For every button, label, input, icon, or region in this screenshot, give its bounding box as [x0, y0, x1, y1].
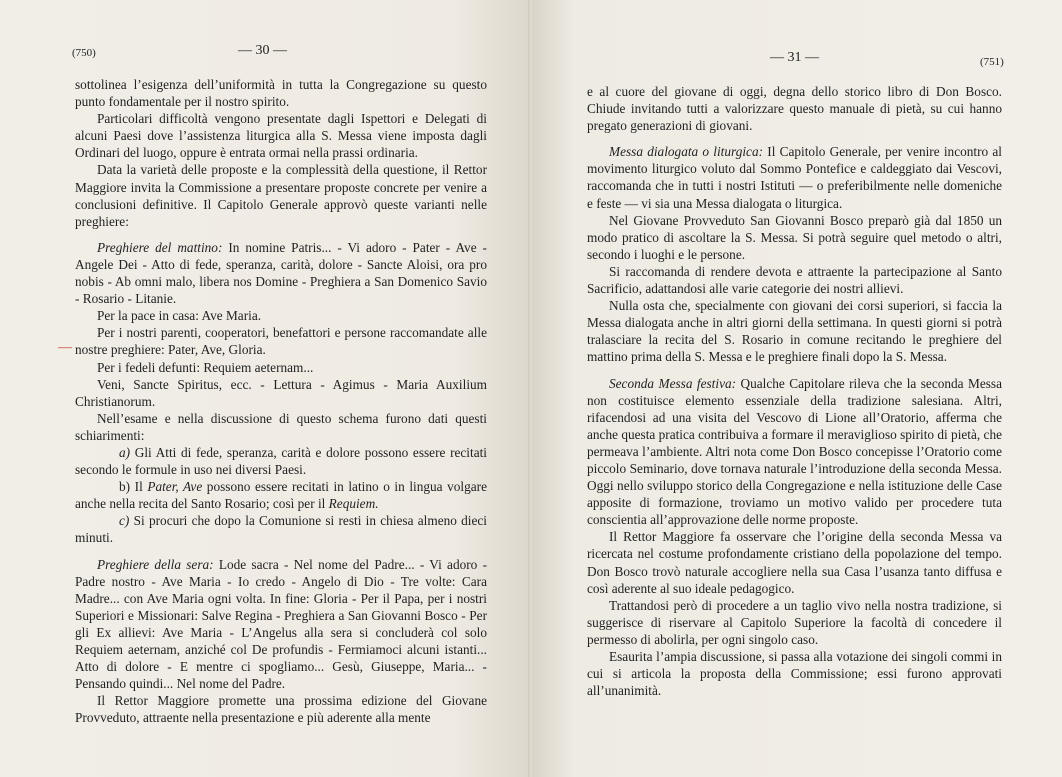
list-item: b) Il Pater, Ave possono essere recitati in latino o in lingua volgare anche nella recita del Santo Rosario; così per il Requiem. — [75, 479, 487, 512]
paragraph: Il Rettor Maggiore fa osservare che l’origine della seconda Messa va ricercata nel costume profondamente cristiano della popolazione del tempo. Don Bosco trovò naturale accogliere nella sua Casa l’usanza tanto diffusa e così aderente al suo ideale pedagogico. — [587, 529, 1002, 596]
paragraph: Nulla osta che, specialmente con giovani dei corsi superiori, si faccia la Messa dialogata anche in altri giorni della settimana. In questi giorni si potrà tralasciare la recita del S. Rosario in comune recitando le preghiere del mattino prima della S. Messa e le preghiere finali dopo la S. Messa. — [587, 298, 1002, 365]
right-page-number: — 31 — — [770, 50, 819, 65]
left-text-column — [75, 76, 487, 726]
list-item: c) Si procuri che dopo la Comunione si resti in chiesa almeno dieci minuti. — [75, 513, 488, 546]
paragraph: Esaurita l’ampia discussione, si passa alla votazione dei singoli commi in cui si articola la proposta della Commissione; essi furono approvati all’unanimità. — [587, 649, 1002, 699]
paragraph: Seconda Messa festiva: Qualche Capitolare rileva che la seconda Messa non costituisce elemento essenziale della tradizione salesiana. Altri, rifacendosi ad una visita del Vescovo di Lione all’Oratorio, afferma che anche questa pratica contribuiva a formare il meraviglioso spirito di pietà, che permeava l’ambiente. Altri nota come Don Bosco concepisse l’Oratorio come piccolo Seminario, dove tornava naturale l’introduzione della seconda Messa. Oggi nello sviluppo storico della Congregazione e nella istituzione delle Case apposite di formazione, troviamo un motivo valido per procedere tuta conscientia all’approvazione delle norme proposte. — [587, 375, 1003, 528]
paragraph: Data la varietà delle proposte e la complessità della questione, il Rettor Maggiore invita la Commissione a presentare proposte concrete per venire a conclusioni definitive. Il Capitolo Generale approvò queste varianti nelle preghiere: — [75, 162, 487, 229]
paragraph: Veni, Sancte Spiritus, ecc. - Lettura - Agimus - Maria Auxilium Christianorum. — [75, 376, 487, 409]
paragraph: Nell’esame e nella discussione di questo schema furono dati questi schiarimenti: — [75, 410, 487, 443]
paragraph: Messa dialogata o liturgica: Il Capitolo Generale, per venire incontro al movimento liturgico voluto dal Sommo Pontefice e caldeggiato dai Vescovi, raccomanda che in tutti i nostri Istituti — o preferibilmente nelle domeniche e feste — vi sia una Messa dialogata o liturgica. — [587, 144, 1002, 211]
paragraph: Preghiere del mattino: In nomine Patris... - Vi adoro - Pater - Ave - Angele Dei - Atto di fede, speranza, carità, dolore - Sancte Aloisi, ora pro nobis - Ab omni malo, libera nos Domine - Preghiera a San Domenico Savio - Rosario - Litanie. — [75, 239, 487, 307]
paragraph: Nel Giovane Provveduto San Giovanni Bosco preparò già dal 1850 un modo pratico di ascoltare la S. Messa. Si potrà seguire quel metodo o altri, secondo i luoghi e le persone. — [587, 212, 1002, 262]
paragraph: e al cuore del giovane di oggi, degna dello storico libro di Don Bosco. Chiude invitando tutti a valorizzare questo manuale di pietà, su cui hanno pregato generazioni di giovani. — [587, 84, 1002, 134]
right-page — [532, 0, 1062, 777]
left-page-ref: (750) — [72, 47, 96, 59]
paragraph: Preghiere della sera: Lode sacra - Nel nome del Padre... - Vi adoro - Padre nostro - Ave Maria - Io credo - Angelo di Dio - Tre volte: Cara Madre... con Ave Maria ogni volta. In fine: Gloria - Per il Papa, per i nostri Superiori e Missionari: Salve Regina - Preghiera a San Giovanni Bosco - Per gli Ex allievi: Ave Maria - L’Angelus alla sera si concluderà col solo Requiem aeternam, anziché col De profundis - Fermiamoci alcuni istanti... Atto di dolore - E mentre ci spogliamo... Gesù, Giuseppe, Maria... - Pensando quindi... Nel nome del Padre. — [75, 556, 487, 692]
paragraph: Per i nostri parenti, cooperatori, benefattori e persone raccomandate alle nostre preghiere: Pater, Ave, Gloria. — [75, 325, 487, 358]
paragraph: sottolinea l’esigenza dell’uniformità in tutta la Congregazione su questo punto fondamentale per il nostro spirito. — [75, 77, 487, 110]
margin-mark: — — [58, 340, 72, 355]
right-text-column — [587, 83, 1002, 699]
paragraph: Si raccomanda di rendere devota e attraente la partecipazione al Santo Sacrificio, adattandosi alle varie categorie dei nostri allievi. — [587, 263, 1002, 297]
paragraph: Trattandosi però di procedere a un taglio vivo nella nostra tradizione, si suggerisce di riservare al Capitolo Superiore la facoltà di concedere il permesso di abolirla, per ogni singolo caso. — [587, 597, 1002, 647]
paragraph: Particolari difficoltà vengono presentate dagli Ispettori e Delegati di alcuni Paesi dove l’assistenza liturgica alla S. Messa viene imposta dagli Ordinari del luogo, oppure è entrata ormai nella prassi ordinaria. — [75, 111, 487, 161]
left-page-number: — 30 — — [238, 43, 287, 58]
paragraph: Per i fedeli defunti: Requiem aeternam... — [97, 359, 314, 375]
right-page-ref: (751) — [980, 56, 1004, 68]
list-item: a) Gli Atti di fede, speranza, carità e dolore possono essere recitati secondo le formule in uso nei diversi Paesi. — [75, 444, 487, 478]
paragraph: Il Rettor Maggiore promette una prossima edizione del Giovane Provveduto, attraente nella presentazione e più aderente alla mente — [75, 693, 487, 726]
paragraph: Per la pace in casa: Ave Maria. — [97, 308, 262, 324]
